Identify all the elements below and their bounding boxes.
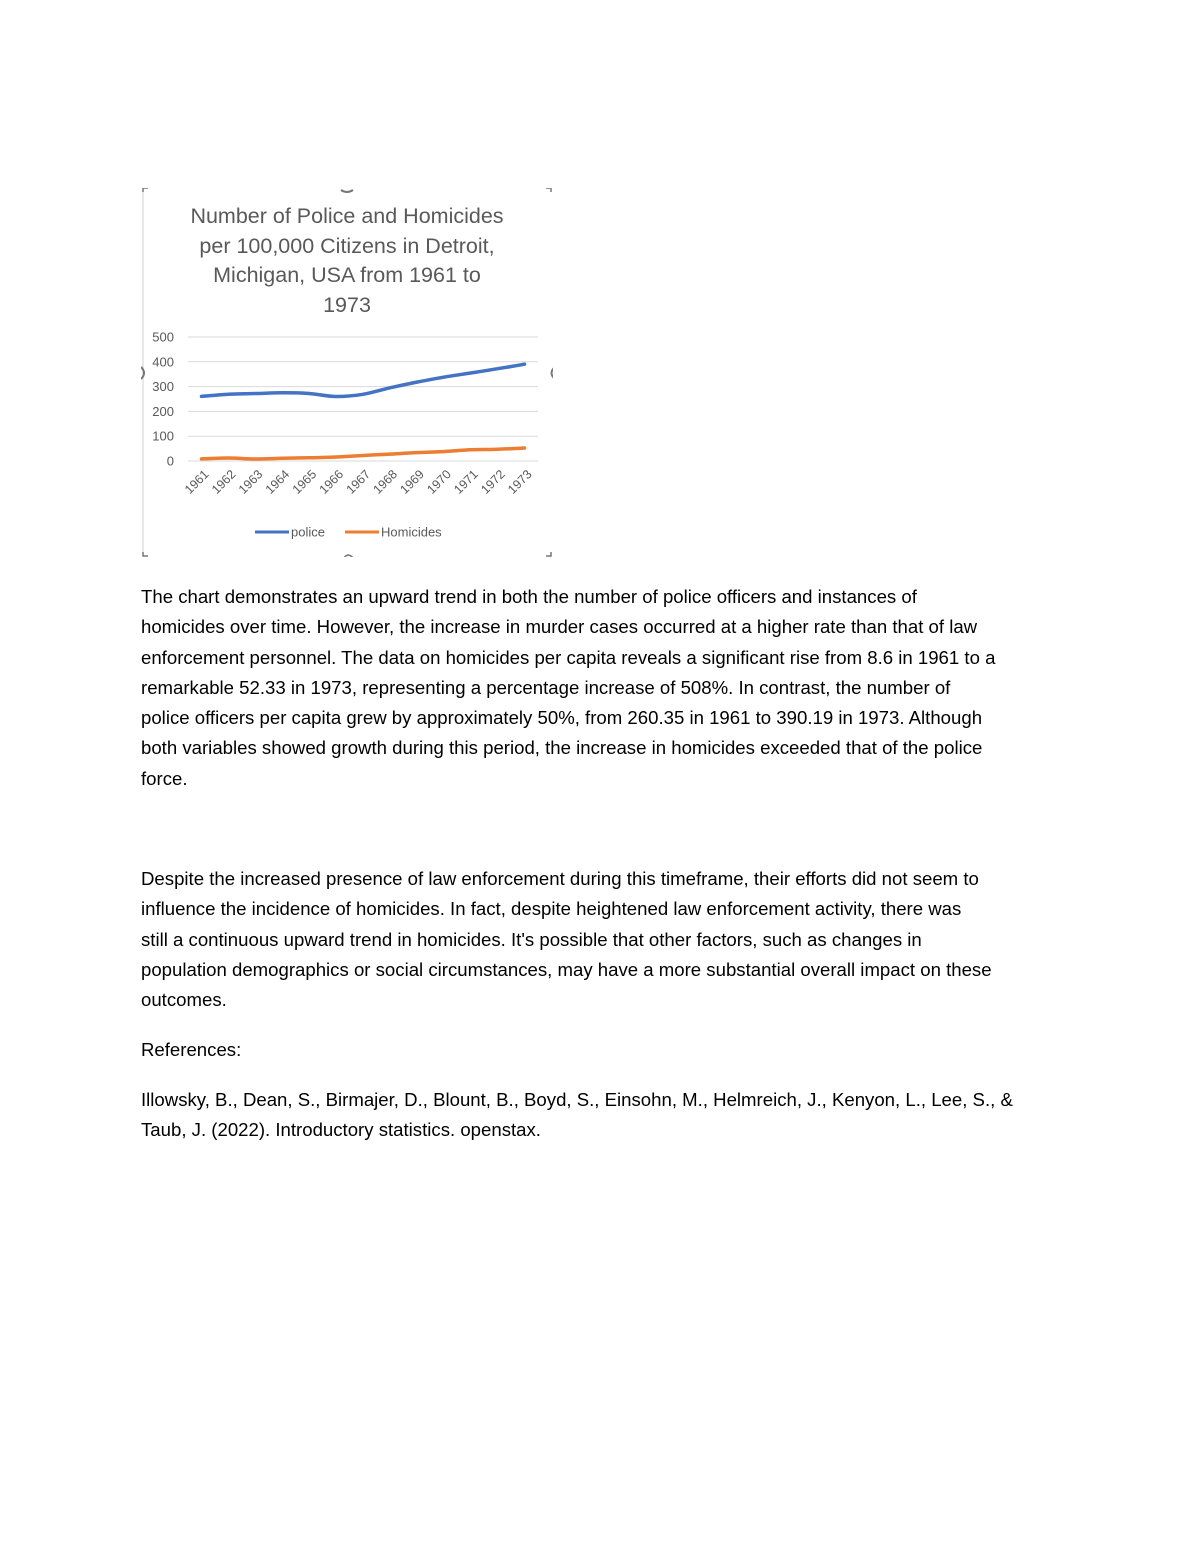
frame-top-handle <box>341 190 353 192</box>
text-line: still a continuous upward trend in homicides. It's possible that other factors, such as changes in <box>141 928 922 950</box>
frame-right-handle <box>552 367 554 379</box>
text-line: Taub, J. (2022). Introductory statistics. openstax. <box>141 1119 541 1141</box>
frame-corner-handle <box>546 552 551 556</box>
x-tick-label: 1973 <box>505 467 535 497</box>
x-tick-label: 1964 <box>262 467 293 497</box>
frame-bottom-handle <box>344 555 353 557</box>
x-tick-label: 1970 <box>424 467 454 497</box>
y-tick-label: 300 <box>152 379 174 395</box>
references-heading-text: References: <box>141 1039 242 1060</box>
frame-corner-handle <box>143 188 148 192</box>
x-tick-label: 1962 <box>208 467 239 497</box>
text-line: homicides over time. However, the increase in murder cases occurred at a higher rate than that of law <box>141 616 978 638</box>
text-line: enforcement personnel. The data on homicides per capita reveals a significant rise from 8.6 in 1961 to a <box>141 646 996 668</box>
x-tick-label: 1969 <box>397 467 427 497</box>
frame-corner-handle <box>143 552 148 556</box>
legend-label: police <box>291 524 325 540</box>
x-tick-label: 1966 <box>316 467 347 497</box>
y-tick-label: 0 <box>166 453 174 469</box>
text-line: population demographics or social circumstances, may have a more substantial overall impact on these <box>141 958 992 980</box>
x-tick-label: 1971 <box>451 467 481 497</box>
text-line: The chart demonstrates an upward trend in both the number of police officers and instances of <box>141 586 917 607</box>
references-heading <box>141 1035 1061 1065</box>
x-tick-label: 1965 <box>289 467 320 497</box>
x-tick-label: 1972 <box>478 467 508 497</box>
text-line: force. <box>141 767 188 789</box>
chart-container[interactable] <box>141 188 553 557</box>
x-tick-label: 1961 <box>182 467 212 497</box>
paragraph-chart-analysis <box>141 582 1061 794</box>
reference-entry <box>141 1085 1061 1146</box>
chart-title <box>141 202 553 320</box>
text-line: Illowsky, B., Dean, S., Birmajer, D., Blount, B., Boyd, S., Einsohn, M., Helmreich, J., Kenyon, L., Lee, S., & <box>141 1089 1013 1110</box>
y-tick-label: 200 <box>152 403 174 419</box>
text-line: Despite the increased presence of law enforcement during this timeframe, their efforts did not seem to <box>141 868 979 889</box>
x-tick-label: 1968 <box>370 467 401 497</box>
x-tick-label: 1963 <box>235 467 266 497</box>
chart-title-line: Michigan, USA from 1961 to <box>213 263 481 287</box>
frame-corner-handle <box>546 188 551 192</box>
legend-label: Homicides <box>381 524 442 540</box>
x-tick-label: 1967 <box>343 467 374 497</box>
series-line-homicides <box>202 448 525 459</box>
chart-title-line: per 100,000 Citizens in Detroit, <box>199 233 495 258</box>
text-line: outcomes. <box>141 989 227 1011</box>
text-line: influence the incidence of homicides. In fact, despite heightened law enforcement activity, there was <box>141 898 962 920</box>
y-tick-label: 500 <box>152 329 174 345</box>
paragraph-discussion <box>141 864 1061 1015</box>
series-line-police <box>202 364 525 396</box>
chart-title-line: Number of Police and Homicides <box>190 204 504 228</box>
text-line: remarkable 52.33 in 1973, representing a percentage increase of 508%. In contrast, the number of <box>141 676 951 698</box>
y-tick-label: 100 <box>152 428 174 444</box>
text-line: police officers per capita grew by approximately 50%, from 260.35 in 1961 to 390.19 in 1973. Although <box>141 707 983 729</box>
chart-title-line: 1973 <box>323 292 371 317</box>
y-tick-label: 400 <box>152 354 174 370</box>
text-line: both variables showed growth during this period, the increase in homicides exceeded that of the police <box>141 737 983 759</box>
